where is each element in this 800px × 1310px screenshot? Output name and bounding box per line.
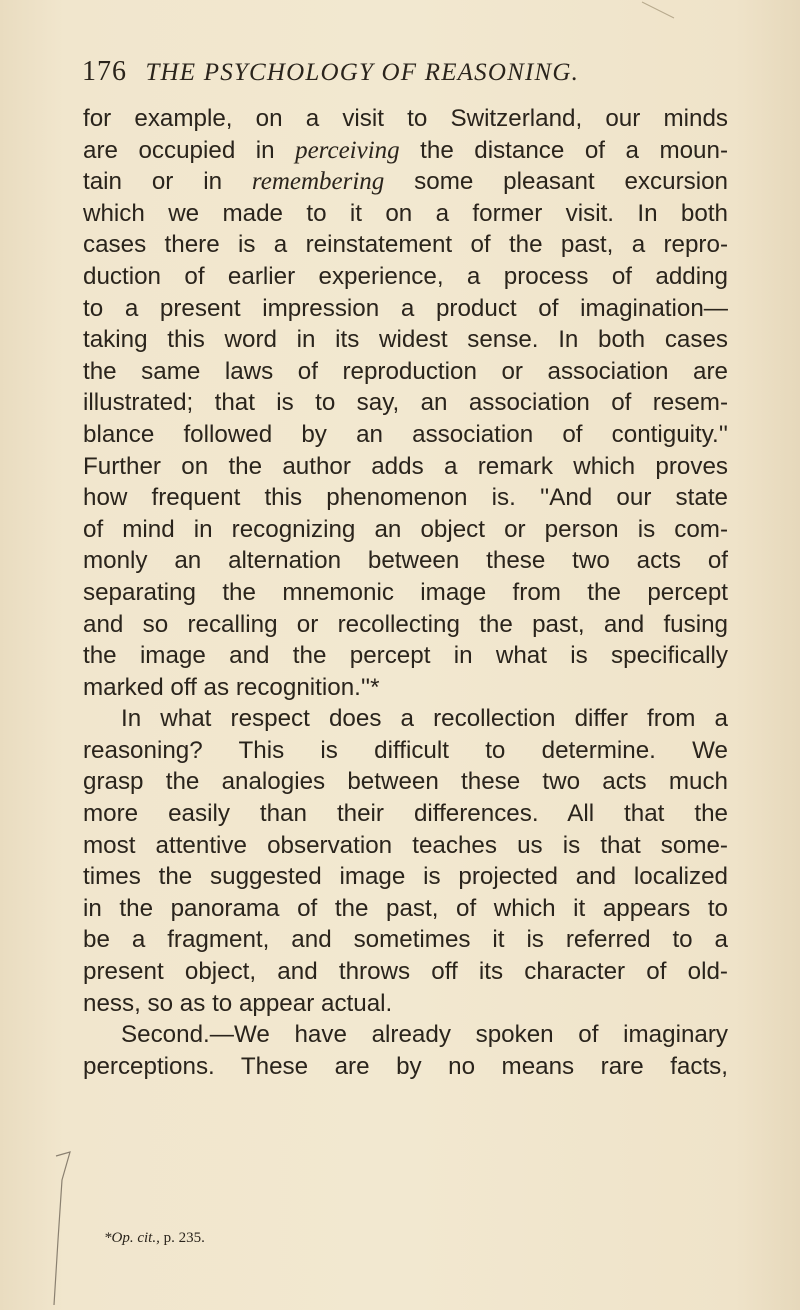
text-run: be a fragment, and sometimes it is referred to a — [83, 926, 728, 954]
text-line — [83, 609, 728, 641]
text-run: and so recalling or recollecting the past, and fusing — [83, 610, 728, 638]
text-run: most attentive observation teaches us is that some- — [83, 831, 728, 859]
text-line — [83, 293, 728, 325]
footnote-ref: *Op. cit., — [104, 1230, 160, 1246]
body-text — [83, 103, 728, 1082]
text-line — [83, 1051, 728, 1083]
text-line — [83, 356, 728, 388]
text-line — [83, 229, 728, 261]
text-run: illustrated; that is to say, an association of resem- — [83, 389, 728, 417]
text-run: marked off as recognition.''* — [83, 673, 380, 701]
text-line — [83, 924, 728, 956]
running-head — [82, 56, 742, 96]
text-run: some pleasant excursion — [384, 168, 728, 196]
text-line — [83, 387, 728, 419]
text-line — [83, 703, 728, 735]
footnote — [104, 1230, 205, 1247]
text-run: taking this word in its widest sense. In both cases — [83, 326, 728, 354]
text-line — [83, 545, 728, 577]
text-line — [83, 166, 728, 198]
text-run: blance followed by an association of contiguity.'' — [83, 420, 728, 448]
text-line — [83, 640, 728, 672]
text-line — [83, 198, 728, 230]
text-run: In what respect does a recollection differ from a — [121, 705, 728, 733]
text-run: how frequent this phenomenon is. ''And our state — [83, 484, 728, 512]
text-run: for example, on a visit to Switzerland, our minds — [83, 105, 728, 132]
text-line — [83, 482, 728, 514]
text-line — [83, 261, 728, 293]
text-run: grasp the analogies between these two acts much — [83, 768, 728, 796]
text-line — [83, 577, 728, 609]
text-line — [83, 324, 728, 356]
text-run: present object, and throws off its character of old- — [83, 958, 728, 986]
text-run: Further on the author adds a remark which proves — [83, 452, 728, 480]
text-line — [83, 861, 728, 893]
text-run: the same laws of reproduction or association are — [83, 357, 728, 385]
text-line — [83, 103, 728, 135]
italic-word: remembering — [251, 168, 385, 196]
text-run: tain or in — [83, 168, 252, 196]
text-line — [83, 1019, 728, 1051]
text-line — [83, 830, 728, 862]
text-line — [83, 735, 728, 767]
text-run: reasoning? This is difficult to determine. We — [83, 736, 728, 764]
text-line — [83, 419, 728, 451]
pencil-mark-top — [640, 0, 680, 20]
text-line — [83, 514, 728, 546]
text-run: duction of earlier experience, a process of adding — [83, 262, 728, 290]
text-run: ness, so as to appear actual. — [83, 989, 393, 1017]
text-run: in the panorama of the past, of which it appears to — [83, 894, 728, 922]
text-run: separating the mnemonic image from the percept — [83, 578, 728, 606]
text-line — [83, 766, 728, 798]
text-run: Second.—We have already spoken of imaginary — [121, 1021, 728, 1049]
text-run: are occupied in — [83, 136, 296, 164]
text-line — [83, 798, 728, 830]
text-run: of mind in recognizing an object or person is com- — [83, 515, 728, 543]
page-number: 176 — [82, 56, 127, 87]
text-line — [83, 672, 728, 704]
running-title: THE PSYCHOLOGY OF REASONING. — [145, 59, 580, 86]
italic-word: perceiving — [295, 136, 400, 164]
text-line — [83, 893, 728, 925]
text-run: more easily than their differences. All that the — [83, 800, 728, 828]
text-run: times the suggested image is projected and localized — [83, 863, 728, 891]
text-run: cases there is a reinstatement of the past, a repro- — [83, 231, 728, 259]
text-run: to a present impression a product of imagination— — [83, 294, 728, 322]
text-line — [83, 956, 728, 988]
text-run: perceptions. These are by no means rare facts, — [83, 1052, 728, 1080]
text-line — [83, 451, 728, 483]
text-line — [83, 135, 728, 167]
footnote-page: p. 235. — [159, 1230, 205, 1246]
text-run: the image and the percept in what is specifically — [83, 642, 728, 670]
margin-pencil-mark — [48, 1120, 88, 1310]
text-line — [83, 988, 728, 1020]
text-run: which we made to it on a former visit. In both — [83, 199, 728, 227]
text-run: monly an alternation between these two acts of — [83, 547, 728, 575]
text-run: the distance of a moun- — [399, 136, 728, 164]
